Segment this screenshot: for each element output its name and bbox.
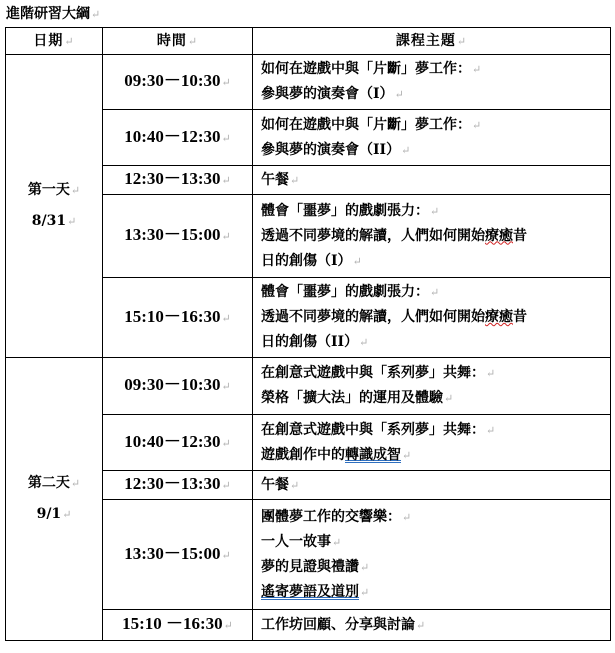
header-time: 時間↵ bbox=[103, 28, 253, 55]
session-topic: 體會「噩夢」的戲劇張力：↵ 透過不同夢境的解讀，人們如何開始療癒昔 日的創傷（II）↵ bbox=[253, 278, 611, 358]
session-topic: 在創意式遊戲中與「系列夢」共舞：↵ 遊戲創作中的轉識成智↵ bbox=[253, 415, 611, 471]
session-time: 13:30－15:00↵ bbox=[103, 500, 253, 610]
header-date: 日期↵ bbox=[6, 28, 103, 55]
header-topic: 課程主題↵ bbox=[253, 28, 611, 55]
session-time: 13:30－15:00↵ bbox=[103, 195, 253, 278]
session-topic: 在創意式遊戲中與「系列夢」共舞：↵ 榮格「擴大法」的運用及體驗↵ bbox=[253, 358, 611, 415]
session-time: 10:40－12:30↵ bbox=[103, 110, 253, 166]
session-time: 12:30－13:30↵ bbox=[103, 471, 253, 500]
table-row bbox=[6, 358, 611, 415]
session-time: 15:10 －16:30↵ bbox=[103, 610, 253, 641]
session-time: 10:40－12:30↵ bbox=[103, 415, 253, 471]
day2-cell: 第二天↵ 9/1↵ bbox=[6, 358, 103, 641]
session-time: 09:30－10:30↵ bbox=[103, 55, 253, 110]
session-topic: 如何在遊戲中與「片斷」夢工作：↵ 參與夢的演奏會（II）↵ bbox=[253, 110, 611, 166]
table-row bbox=[6, 55, 611, 110]
session-topic: 體會「噩夢」的戲劇張力：↵ 透過不同夢境的解讀，人們如何開始療癒昔 日的創傷（I）↵ bbox=[253, 195, 611, 278]
schedule-table bbox=[5, 27, 611, 641]
session-time: 09:30－10:30↵ bbox=[103, 358, 253, 415]
day1-cell: 第一天↵ 8/31↵ bbox=[6, 55, 103, 358]
session-time: 12:30－13:30↵ bbox=[103, 166, 253, 195]
session-topic: 工作坊回顧、分享與討論↵ bbox=[253, 610, 611, 641]
session-topic: 午餐↵ bbox=[253, 471, 611, 500]
document-title: 進階研習大綱↵ bbox=[6, 6, 101, 22]
session-topic: 午餐↵ bbox=[253, 166, 611, 195]
session-time: 15:10－16:30↵ bbox=[103, 278, 253, 358]
session-topic: 如何在遊戲中與「片斷」夢工作：↵ 參與夢的演奏會（I）↵ bbox=[253, 55, 611, 110]
header-row bbox=[6, 28, 611, 55]
session-topic: 團體夢工作的交響樂：↵ 一人一故事↵ 夢的見證與禮讚↵ 遙寄夢語及道別↵ bbox=[253, 500, 611, 610]
